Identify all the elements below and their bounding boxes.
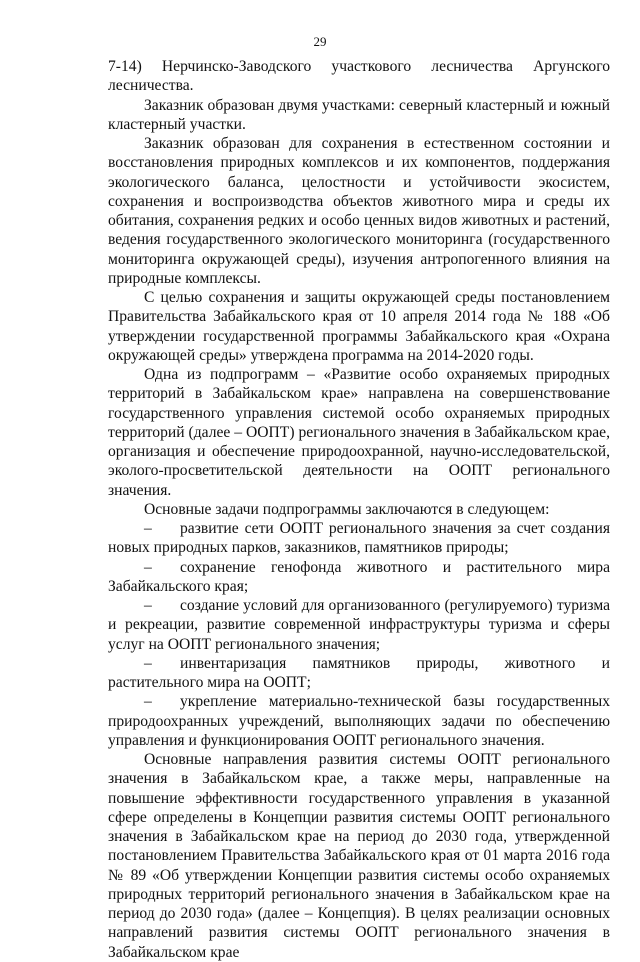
list-dash: – bbox=[144, 654, 152, 672]
list-item-text: создание условий для организованного (регулируемого) туризма и рекреации, развитие современной инфраструктуры туризма и сферы услуг на ООПТ регионального значения; bbox=[108, 597, 610, 653]
list-item bbox=[108, 519, 610, 558]
paragraph-reserve-clusters: Заказник образован двумя участками: северный кластерный и южный кластерный участки. bbox=[108, 96, 610, 133]
page-number: 29 bbox=[313, 34, 327, 49]
list-item-text: развитие сети ООПТ регионального значения за счет создания новых природных парков, заказников, памятников природы; bbox=[108, 520, 610, 557]
paragraph-subprogram: Одна из подпрограмм – «Развитие особо охраняемых природных территорий в Забайкальском крае» направлена на совершенствование государственного управления системой особо охраняемых природных территорий (далее – ООПТ) регионального значения в Забайкальском крае, организация и обеспечение природоохранной, научно-исследовательской, эколого-просветительской деятельности на ООПТ регионального значения. bbox=[108, 366, 610, 499]
list-item bbox=[108, 596, 610, 654]
list-dash: – bbox=[144, 558, 152, 576]
list-dash: – bbox=[144, 693, 152, 711]
paragraph-continuation: 7-14) Нерчинско-Заводского участкового лесничества Аргунского лесничества. bbox=[108, 58, 610, 95]
paragraph-reserve-purpose: Заказник образован для сохранения в естественном состоянии и восстановления природных комплексов и их компонентов, поддержания экологического баланса, целостности и устойчивости экосистем, сохранения и воспроизводства объектов животного мира и среды их обитания, сохранения редких и особо ценных видов животных и растений, ведения государственного экологического мониторинга (государственного мониторинга окружающей среды), изучения антропогенного влияния на природные комплексы. bbox=[108, 135, 610, 287]
paragraph-concept: Основные направления развития системы ООПТ регионального значения в Забайкальском крае, а также меры, направленные на повышение эффективности государственного управления в указанной сфере определены в Концепции развития системы ООПТ регионального значения в Забайкальском крае на период до 2030 года, утвержденной постановлением Правительства Забайкальского края от 01 марта 2016 года № 89 «Об утверждении Концепции развития системы особо охраняемых природных территорий регионального значения в Забайкальском крае на период до 2030 года» (далее – Концепция). В целях реализации основных направлений развития системы ООПТ регионального значения в Забайкальском крае bbox=[108, 751, 610, 961]
document-body bbox=[108, 57, 610, 962]
paragraph-program-decree: С целью сохранения и защиты окружающей среды постановлением Правительства Забайкальского края от 10 апреля 2014 года № 188 «Об утверждении государственной программы Забайкальского края «Охрана окружающей среды» утверждена программа на 2014-2020 годы. bbox=[108, 289, 610, 364]
list-item-text: инвентаризация памятников природы, животного и растительного мира на ООПТ; bbox=[108, 654, 610, 691]
list-item bbox=[108, 558, 610, 597]
list-item bbox=[108, 654, 610, 693]
list-dash: – bbox=[144, 520, 152, 537]
list-dash: – bbox=[144, 597, 152, 614]
list-item-text: укрепление материально-технической базы государственных природоохранных учреждений, выполняющих задачи по обеспечению управления и функционирования ООПТ регионального значения. bbox=[108, 693, 610, 749]
list-item bbox=[108, 692, 610, 750]
paragraph-tasks-intro: Основные задачи подпрограммы заключаются в следующем: bbox=[144, 500, 550, 518]
list-item-text: сохранение генофонда животного и растительного мира Забайкальского края; bbox=[108, 558, 610, 595]
